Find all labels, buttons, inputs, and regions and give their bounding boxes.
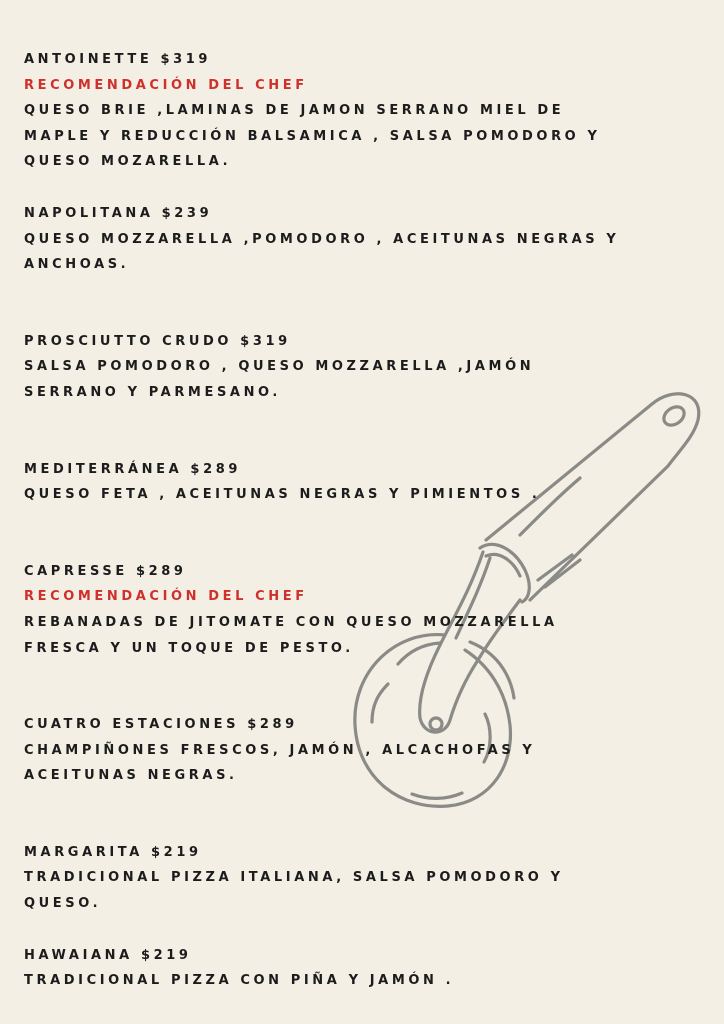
item-description: ACEITUNAS NEGRAS. xyxy=(24,768,238,784)
item-description: QUESO MOZARELLA. xyxy=(24,154,232,170)
menu-item-prosciutto-crudo xyxy=(24,329,704,406)
menu-item-napolitana xyxy=(24,201,704,278)
menu-item-cuatro-estaciones xyxy=(24,712,704,789)
item-description: SERRANO Y PARMESANO. xyxy=(24,384,281,400)
chef-recommendation: RECOMENDACIÓN DEL CHEF xyxy=(24,589,308,605)
item-description: QUESO BRIE ,LAMINAS DE JAMON SERRANO MIEL DE xyxy=(24,103,565,119)
item-description: TRADICIONAL PIZZA ITALIANA, SALSA POMODORO Y xyxy=(24,870,564,886)
item-description: CHAMPIÑONES FRESCOS, JAMÓN , ALCACHOFAS Y xyxy=(24,742,536,758)
item-description: SALSA POMODORO , QUESO MOZZARELLA ,JAMÓN xyxy=(24,359,535,375)
pizza-menu xyxy=(24,47,704,994)
item-title: MARGARITA $219 xyxy=(24,844,202,860)
item-description: QUESO MOZZARELLA ,POMODORO , ACEITUNAS NEGRAS Y xyxy=(24,231,620,247)
item-title: ANTOINETTE $319 xyxy=(24,52,212,67)
item-description: TRADICIONAL PIZZA CON PIÑA Y JAMÓN . xyxy=(24,973,455,989)
item-description: QUESO. xyxy=(24,896,102,912)
item-description: FRESCA Y UN TOQUE DE PESTO. xyxy=(24,640,354,656)
menu-item-capresse xyxy=(24,559,704,661)
chef-recommendation: RECOMENDACIÓN DEL CHEF xyxy=(24,77,308,93)
item-title: MEDITERRÁNEA $289 xyxy=(24,461,242,477)
menu-item-antoinette xyxy=(24,47,704,175)
item-title: PROSCIUTTO CRUDO $319 xyxy=(24,333,291,349)
item-title: NAPOLITANA $239 xyxy=(24,205,213,221)
menu-item-hawaiana xyxy=(24,943,704,994)
menu-item-margarita xyxy=(24,840,704,917)
item-title: CUATRO ESTACIONES $289 xyxy=(24,717,298,733)
menu-item-mediterranea xyxy=(24,457,704,508)
item-description: QUESO FETA , ACEITUNAS NEGRAS Y PIMIENTOS . xyxy=(24,487,541,503)
item-description: MAPLE Y REDUCCIÓN BALSAMICA , SALSA POMODORO Y xyxy=(24,128,601,144)
item-description: REBANADAS DE JITOMATE CON QUESO MOZZARELLA xyxy=(24,614,558,630)
item-title: HAWAIANA $219 xyxy=(24,947,192,963)
item-title: CAPRESSE $289 xyxy=(24,563,187,579)
item-description: ANCHOAS. xyxy=(24,257,130,273)
